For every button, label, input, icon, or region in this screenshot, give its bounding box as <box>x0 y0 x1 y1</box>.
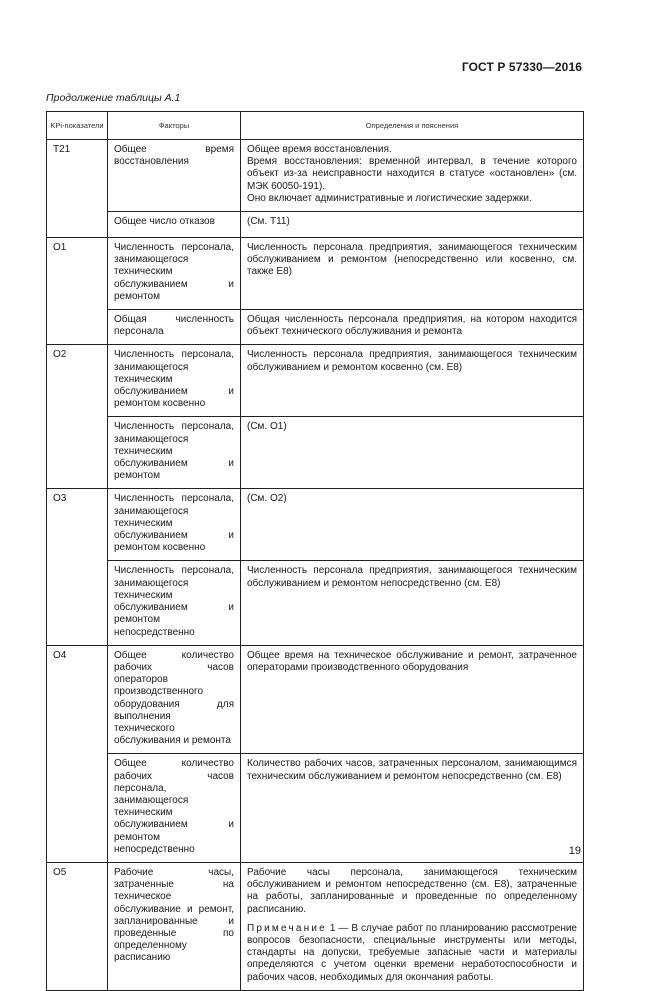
definition-cell <box>241 140 584 212</box>
document-standard-number: ГОСТ Р 57330—2016 <box>461 60 582 74</box>
header-definitions: Определения и пояснения <box>241 112 584 140</box>
table-row <box>47 754 584 863</box>
note-label: Примечание <box>247 922 327 934</box>
factor-cell: Общее время восстановления <box>108 140 241 212</box>
table-header-row <box>47 112 584 140</box>
page-number: 19 <box>568 845 581 857</box>
factor-cell: Общее число отказов <box>108 212 241 238</box>
header-factors: Факторы <box>108 112 241 140</box>
kpi-code: O5 <box>47 862 108 990</box>
definition-line: Время восстановления: временной интервал, в течение которого объект из-за неисправности находится в статусе «остановлен» (см. МЭК 60050-191). <box>247 156 577 192</box>
table-row <box>47 645 584 754</box>
kpi-code: O1 <box>47 238 108 345</box>
factor-cell: Общее количество рабочих часов персонала, занимающегося техническим обслуживанием и ремонтом непосредственно <box>108 754 241 863</box>
factor-cell: Численность персонала, занимающегося техническим обслуживанием и ремонтом непосредственно <box>108 561 241 645</box>
definition-cell: (См. Т11) <box>241 212 584 238</box>
factor-cell: Общее количество рабочих часов операторов производственного оборудования для выполнения технического обслуживания и ремонта <box>108 645 241 754</box>
definition-cell: Численность персонала предприятия, занимающегося техническим обслуживанием и ремонтом непосредственно (см. Е8) <box>241 561 584 645</box>
kpi-code: O3 <box>47 489 108 645</box>
kpi-code: O2 <box>47 345 108 489</box>
factor-cell: Численность персонала, занимающегося техническим обслуживанием и ремонтом <box>108 417 241 489</box>
definition-cell: (См. O2) <box>241 489 584 561</box>
table-row <box>47 417 584 489</box>
definition-line: Оно включает административные и логистические задержки. <box>247 192 532 204</box>
definition-cell: Численность персонала предприятия, занимающегося техническим обслуживанием и ремонтом косвенно (см. Е8) <box>241 345 584 417</box>
definition-line: Рабочие часы персонала, занимающегося техническим обслуживанием и ремонтом непосредственно (см. Е8), затраченные на работы, запланированные и проведенные по определенному расписанию. <box>247 866 577 915</box>
factor-cell: Численность персонала, занимающегося техническим обслуживанием и ремонтом косвенно <box>108 489 241 561</box>
kpi-code: O4 <box>47 645 108 862</box>
factor-cell: Рабочие часы, затраченные на техническое обслуживание и ремонт, запланированные и проведенные по определенному расписанию <box>108 862 241 990</box>
table-row <box>47 561 584 645</box>
table-row <box>47 489 584 561</box>
table-continuation-caption: Продолжение таблицы А.1 <box>46 92 181 104</box>
table-row <box>47 212 584 238</box>
table-row <box>47 862 584 990</box>
factor-cell: Численность персонала, занимающегося техническим обслуживанием и ремонтом косвенно <box>108 345 241 417</box>
note-text: 1 — В случае работ по планированию рассмотрение вопросов безопасности, специальные инструменты или методы, стандарты на допуски, требуемые запасные части и материалы определяются с учетом оценки времени неработоспособности и рабочих часов, необходимых для окончания работы. <box>247 922 577 983</box>
table-row <box>47 238 584 310</box>
table-row <box>47 345 584 417</box>
definition-cell: Количество рабочих часов, затраченных персоналом, занимающимся техническим обслуживанием и ремонтом непосредственно (см. Е8) <box>241 754 584 863</box>
definition-cell: Общее время на техническое обслуживание и ремонт, затраченное операторами производственного оборудования <box>241 645 584 754</box>
note-paragraph <box>247 923 577 984</box>
definition-cell: (См. O1) <box>241 417 584 489</box>
kpi-table <box>46 111 584 991</box>
factor-cell: Численность персонала, занимающегося техническим обслуживанием и ремонтом <box>108 238 241 310</box>
definition-cell: Численность персонала предприятия, занимающегося техническим обслуживанием и ремонтом (непосредственно или косвенно, см. также Е8) <box>241 238 584 310</box>
definition-line: Общее время восстановления. <box>247 144 392 155</box>
definition-cell: Общая численность персонала предприятия, на котором находится объект технического обслуживания и ремонта <box>241 310 584 345</box>
definition-cell <box>241 862 584 990</box>
kpi-code: T21 <box>47 140 108 238</box>
table-row <box>47 310 584 345</box>
header-kpi: KPi-показатели <box>47 112 108 140</box>
table-row <box>47 140 584 212</box>
factor-cell: Общая численность персонала <box>108 310 241 345</box>
